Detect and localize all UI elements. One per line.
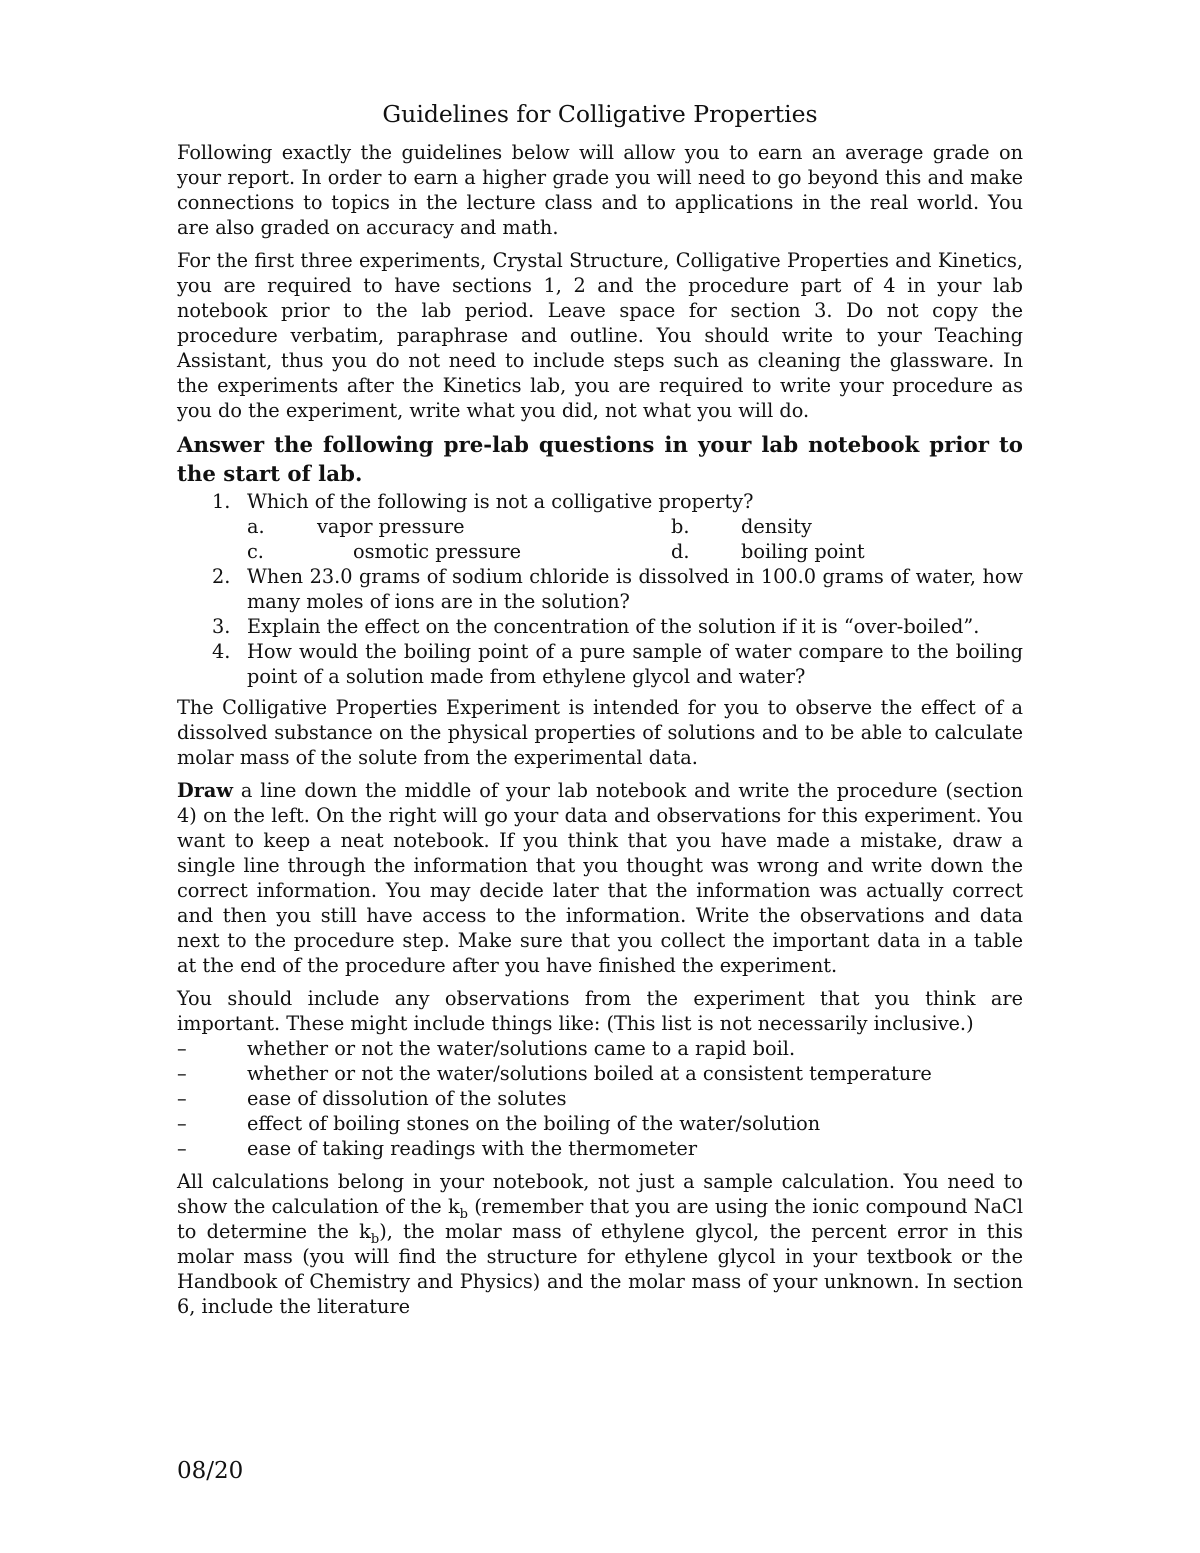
list-item-text: whether or not the water/solutions came to a rapid boil. — [247, 1037, 796, 1060]
choice-letter: b. — [671, 515, 690, 538]
page-footer-date: 08/20 — [177, 1458, 244, 1484]
choice-letter: d. — [671, 540, 690, 563]
question-item — [212, 489, 1023, 564]
list-item — [177, 1111, 1023, 1136]
list-item — [177, 1136, 1023, 1161]
choice-text: osmotic pressure — [353, 540, 522, 563]
question-text: Explain the effect on the concentration of the solution if it is “over-boiled”. — [247, 615, 980, 638]
document-page — [177, 98, 1023, 1327]
question-number: 3. — [212, 615, 231, 638]
question-item — [212, 564, 1023, 614]
choice-letter: c. — [247, 540, 264, 563]
question-item — [212, 614, 1023, 639]
answer-choices — [247, 514, 1023, 564]
choice-letter: a. — [247, 515, 265, 538]
draw-word: Draw — [177, 779, 233, 802]
list-item-text: ease of dissolution of the solutes — [247, 1087, 567, 1110]
calc-text: ), the molar mass of ethylene glycol, the percent error in this molar mass (you will find the structure for ethylene glycol in your textbook or the Handbook of Chemistry and Physics) and the molar mass of your unknown. In section 6, include the literature — [177, 1220, 1023, 1318]
list-item — [177, 1061, 1023, 1086]
question-number: 1. — [212, 490, 231, 513]
purpose-paragraph: The Colligative Properties Experiment is intended for you to observe the effect of a dissolved substance on the physical properties of solutions and to be able to calculate molar mass of the solute from the experimental data. — [177, 696, 1023, 769]
dash-bullet: – — [177, 1112, 187, 1135]
question-text: When 23.0 grams of sodium chloride is dissolved in 100.0 grams of water, how many moles of ions are in the solution? — [247, 565, 1023, 613]
question-number: 2. — [212, 565, 231, 588]
list-item-text: effect of boiling stones on the boiling of the water/solution — [247, 1112, 821, 1135]
intro-paragraph: Following exactly the guidelines below will allow you to earn an average grade on your report. In order to earn a higher grade you will need to go beyond this and make connections to topics in the lecture class and to applications in the real world. You are also graded on accuracy and math. — [177, 141, 1023, 239]
page-title: Guidelines for Colligative Properties — [382, 100, 818, 128]
list-item-text: whether or not the water/solutions boiled at a consistent temperature — [247, 1062, 932, 1085]
subscript: b — [370, 1231, 380, 1247]
prelab-questions — [177, 489, 1023, 689]
choice-text: density — [741, 515, 812, 538]
list-item — [177, 1036, 1023, 1061]
subscript: b — [459, 1206, 468, 1222]
question-number: 4. — [212, 640, 231, 663]
choice-text: boiling point — [741, 540, 865, 563]
choice-text: vapor pressure — [317, 515, 465, 538]
dash-bullet: – — [177, 1087, 187, 1110]
dash-bullet: – — [177, 1037, 187, 1060]
notebook-paragraph: For the first three experiments, Crystal Structure, Colligative Properties and Kinetics, you are required to have sections 1, 2 and the procedure part of 4 in your lab notebook prior to the lab period. Leave space for section 3. Do not copy the procedure verbatim, paraphrase and outline. You should write to your Teaching Assistant, thus you do not need to include steps such as cleaning the glassware. In the experiments after the Kinetics lab, you are required to write your procedure as you do the experiment, write what you did, not what you will do. — [177, 249, 1023, 422]
question-item — [212, 639, 1023, 689]
list-item-text: ease of taking readings with the thermometer — [247, 1137, 698, 1160]
draw-paragraph — [177, 778, 1023, 978]
prelab-heading: Answer the following pre-lab questions in your lab notebook prior to the start of lab. — [177, 433, 1023, 487]
calc-text: (remember that you are using the ionic compound NaCl to determine the k — [177, 1195, 1023, 1243]
question-text: How would the boiling point of a pure sample of water compare to the boiling point of a solution made from ethylene glycol and water? — [247, 640, 1023, 688]
dash-bullet: – — [177, 1137, 187, 1160]
question-text: Which of the following is not a colligative property? — [247, 490, 754, 513]
list-item — [177, 1086, 1023, 1111]
observations-list — [177, 1036, 1023, 1161]
calc-text: All calculations belong in your notebook, not just a sample calculation. You need to show the calculation of the k — [177, 1170, 1023, 1218]
calculations-paragraph — [177, 1169, 1023, 1319]
dash-bullet: – — [177, 1062, 187, 1085]
observations-paragraph: You should include any observations from the experiment that you think are important. These might include things like: (This list is not necessarily inclusive.) — [177, 987, 1023, 1035]
draw-paragraph-text: a line down the middle of your lab notebook and write the procedure (section 4) on the left. On the right will go your data and observations for this experiment. You want to keep a neat notebook. If you think that you have made a mistake, draw a single line through the information that you thought was wrong and write down the correct information. You may decide later that the information was actually correct and then you still have access to the information. Write the observations and data next to the procedure step. Make sure that you collect the important data in a table at the end of the procedure after you have finished the experiment. — [177, 779, 1023, 977]
